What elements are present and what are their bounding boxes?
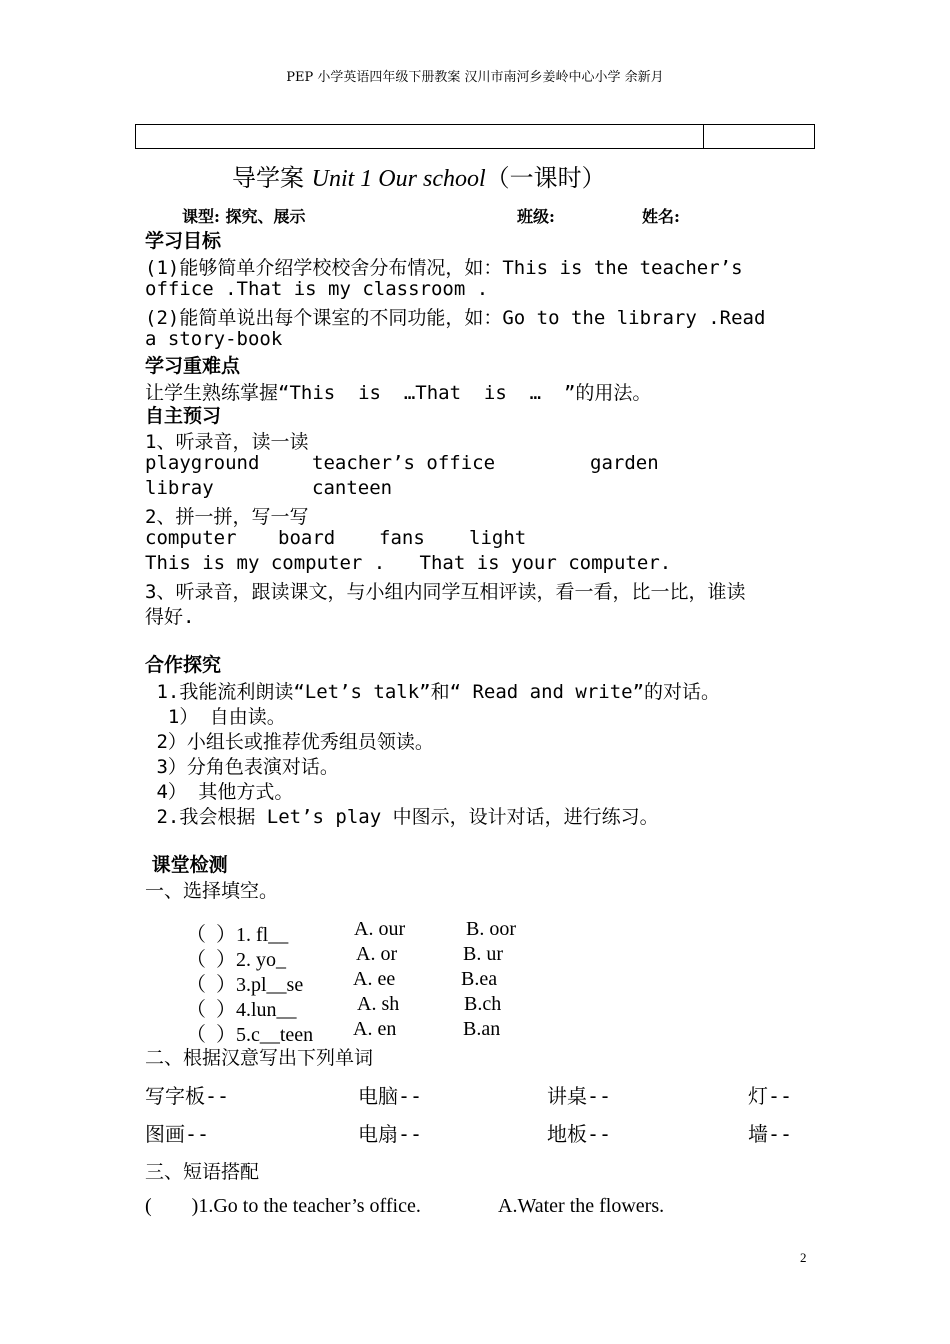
cooperate-line: 4） 其他方式。 xyxy=(145,781,294,803)
table-divider xyxy=(703,125,704,148)
choice-option-b: B.ea xyxy=(461,968,498,990)
cooperate-line: 2）小组长或推荐优秀组员领读。 xyxy=(145,731,434,753)
choice-option-a: A. our xyxy=(354,918,406,940)
name-label: 姓名: xyxy=(642,207,680,226)
objective-line-4: a story-book xyxy=(145,328,283,350)
objective-line-2: office .That is my classroom . xyxy=(145,278,489,300)
vocab-word: light xyxy=(469,527,527,549)
preview-item-3-cont: 得好. xyxy=(145,606,195,628)
choice-question: （ ）1. fl__ xyxy=(186,924,289,946)
vocab-word: libray xyxy=(145,477,214,499)
choice-option-b: B.an xyxy=(463,1018,501,1040)
page-number: 2 xyxy=(800,1250,807,1265)
choice-option-b: B. ur xyxy=(463,943,503,965)
choice-option-b: B.ch xyxy=(464,993,502,1015)
preview-item-1: 1、听录音，读一读 xyxy=(145,431,309,453)
choice-question: （ ）4.lun__ xyxy=(186,999,297,1021)
vocab-word: garden xyxy=(590,452,659,474)
objective-line-3: (2)能简单说出每个课室的不同功能，如：Go to the library .Read xyxy=(145,307,766,329)
preview-item-2: 2、拼一拼，写一写 xyxy=(145,506,309,528)
document-title xyxy=(232,158,606,193)
test-heading: 课堂检测 xyxy=(145,854,228,876)
preview-item-3: 3、听录音，跟读课文，与小组内同学互相评读，看一看，比一比，谁读 xyxy=(145,581,746,603)
cooperate-line: 1） 自由读。 xyxy=(145,706,286,728)
choice-question: （ ）2. yo_ xyxy=(186,949,286,971)
preview-heading: 自主预习 xyxy=(145,405,222,427)
vocab-word: board xyxy=(278,527,336,549)
choice-option-a: A. sh xyxy=(357,993,400,1015)
choice-question: （ ）5.c__teen xyxy=(186,1024,314,1046)
title-prefix: 导学案 xyxy=(232,164,312,192)
choice-option-a: A. en xyxy=(353,1018,397,1040)
translate-word: 电扇-- xyxy=(358,1122,423,1146)
title-unit: Unit 1 Our school xyxy=(311,166,486,192)
translate-word: 墙-- xyxy=(748,1122,793,1146)
objective-line-1: (1)能够简单介绍学校校舍分布情况，如：This is the teacher’s xyxy=(145,257,743,279)
choice-option-a: A. ee xyxy=(353,968,396,990)
choice-option-b: B. oor xyxy=(466,918,516,940)
preview-sentence: This is my computer . That is your computer. xyxy=(145,552,672,574)
match-question: ( )1.Go to the teacher’s office. xyxy=(145,1195,421,1217)
choice-option-a: A. or xyxy=(356,943,398,965)
cooperate-heading: 合作探究 xyxy=(145,654,222,676)
keypoints-heading: 学习重难点 xyxy=(145,355,241,377)
match-answer: A.Water the flowers. xyxy=(498,1195,665,1217)
test-part-2: 二、根据汉意写出下列单词 xyxy=(145,1047,374,1069)
test-part-1: 一、选择填空。 xyxy=(145,880,279,902)
keypoints-line: 让学生熟练掌握“This is …That is … ”的用法。 xyxy=(145,382,652,404)
cooperate-line: 1.我能流利朗读“Let’s talk”和“ Read and write”的对话。 xyxy=(145,681,721,703)
objectives-heading: 学习目标 xyxy=(145,230,222,252)
class-label: 班级: xyxy=(517,207,555,226)
vocab-word: fans xyxy=(379,527,425,549)
translate-word: 灯-- xyxy=(748,1084,793,1108)
choice-question: （ ）3.pl__se xyxy=(186,974,304,996)
cooperate-line: 2.我会根据 Let’s play 中图示，设计对话，进行练习。 xyxy=(145,806,659,828)
vocab-word: canteen xyxy=(312,477,393,499)
vocab-word: playground xyxy=(145,452,260,474)
vocab-word: computer xyxy=(145,527,237,549)
page-header: PEP 小学英语四年级下册教案 汉川市南河乡姜岭中心小学 余新月 xyxy=(286,70,664,85)
translate-word: 图画-- xyxy=(145,1122,210,1146)
cooperate-line: 3）分角色表演对话。 xyxy=(145,756,339,778)
header-table xyxy=(135,124,815,149)
translate-word: 地板-- xyxy=(547,1122,612,1146)
translate-word: 讲桌-- xyxy=(547,1084,612,1108)
translate-word: 写字板-- xyxy=(145,1084,230,1108)
vocab-word: teacher’s office xyxy=(312,452,496,474)
lesson-type: 课型: 探究、展示 xyxy=(182,207,306,226)
translate-word: 电脑-- xyxy=(358,1084,423,1108)
title-suffix: （一课时） xyxy=(485,164,606,192)
test-part-3: 三、短语搭配 xyxy=(145,1161,260,1183)
